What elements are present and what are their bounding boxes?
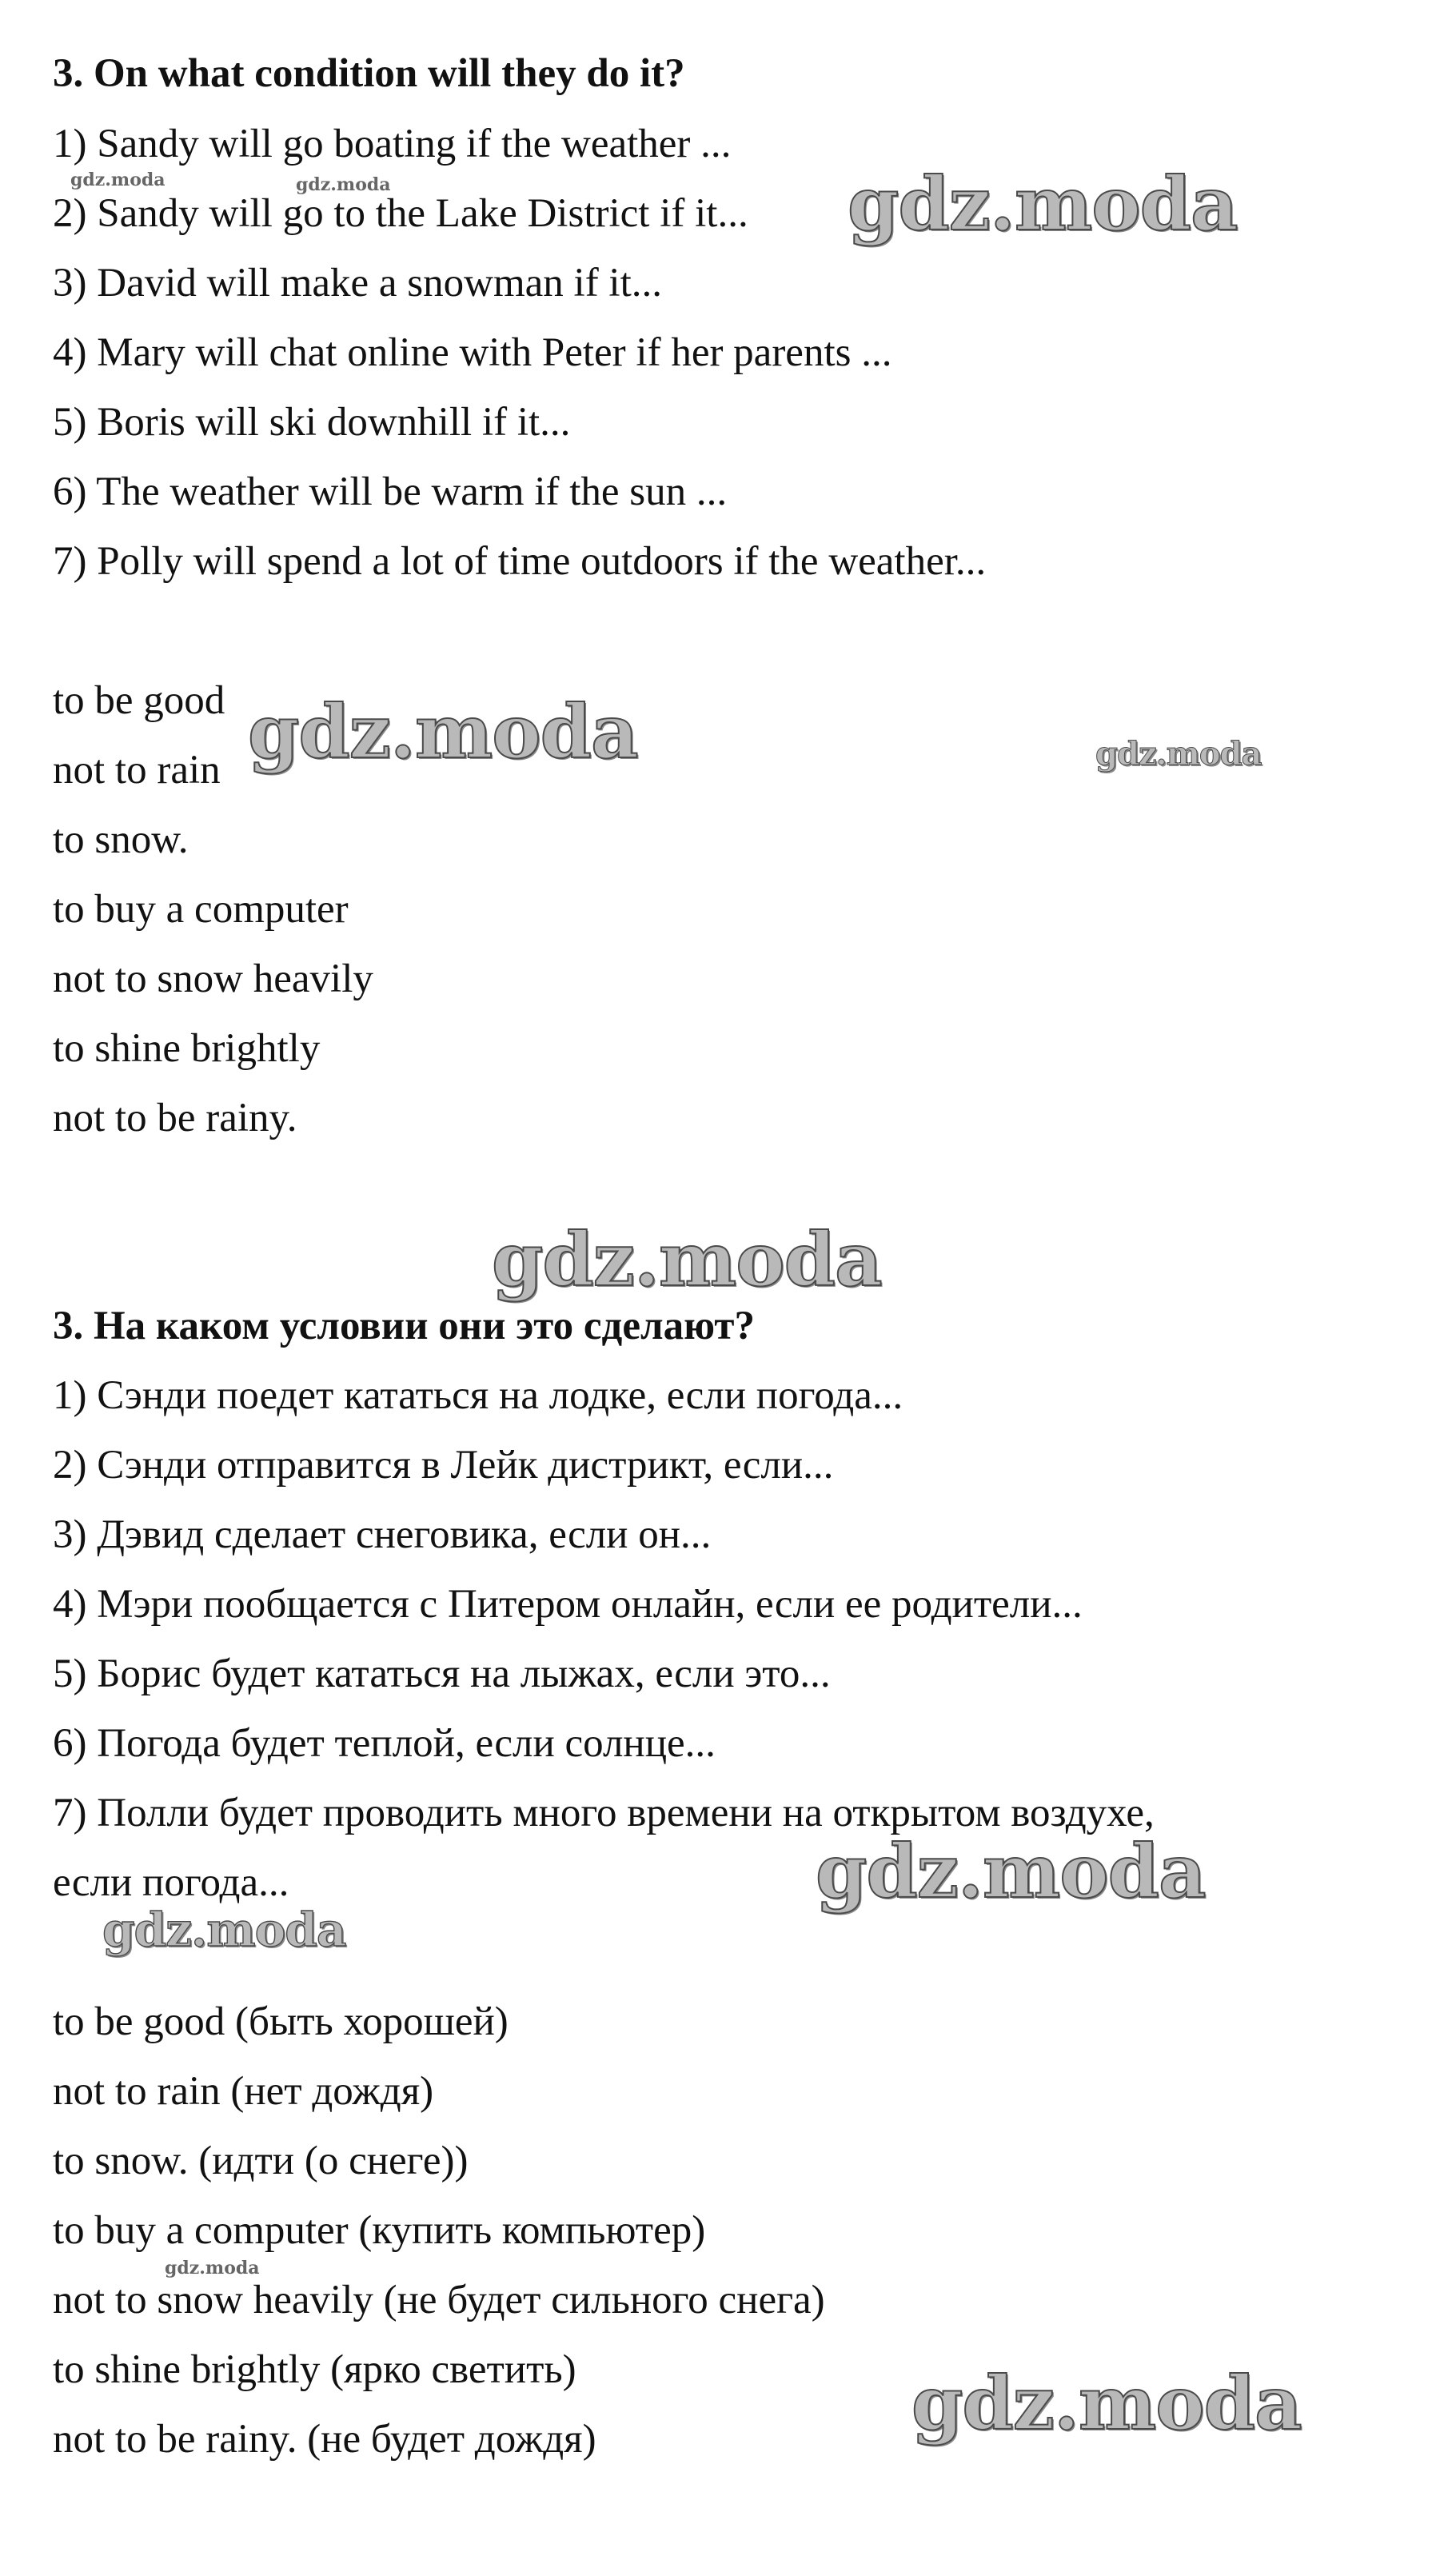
- english-option-1: to be good: [53, 678, 225, 723]
- russian-sentence-6: 6) Погода будет теплой, если солнце...: [53, 1721, 716, 1766]
- watermark-5: gdz.moda: [816, 1828, 1206, 1915]
- english-option-4: to buy a computer: [53, 887, 349, 932]
- watermark-6: gdz.moda: [102, 1903, 346, 1957]
- russian-option-7: not to be rainy. (не будет дождя): [53, 2417, 596, 2462]
- english-sentence-7: 7) Polly will spend a lot of time outdoors if the weather...: [53, 539, 987, 584]
- english-heading: 3. On what condition will they do it?: [53, 51, 685, 96]
- russian-option-5: not to snow heavily (не будет сильного снега): [53, 2278, 825, 2322]
- watermark-tiny-2: gdz.moda: [296, 174, 391, 195]
- english-sentence-1: 1) Sandy will go boating if the weather ...: [53, 122, 732, 166]
- english-sentence-3: 3) David will make a snowman if it...: [53, 261, 663, 306]
- english-option-6: to shine brightly: [53, 1026, 321, 1071]
- watermark-1: gdz.moda: [848, 161, 1238, 247]
- russian-sentence-7: 7) Полли будет проводить много времени на открытом воздухе,: [53, 1791, 1155, 1835]
- english-option-5: not to snow heavily: [53, 957, 373, 1001]
- russian-sentence-4: 4) Мэри пообщается с Питером онлайн, если ее родители...: [53, 1582, 1083, 1627]
- russian-sentence-2: 2) Сэнди отправится в Лейк дистрикт, если...: [53, 1443, 834, 1488]
- russian-option-4: to buy a computer (купить компьютер): [53, 2208, 706, 2253]
- english-option-3: to snow.: [53, 817, 189, 862]
- english-option-7: not to be rainy.: [53, 1096, 297, 1140]
- english-option-2: not to rain: [53, 748, 221, 793]
- watermark-2: gdz.moda: [248, 689, 638, 775]
- english-sentence-6: 6) The weather will be warm if the sun ...: [53, 469, 728, 514]
- russian-sentence-5: 5) Борис будет кататься на лыжах, если это...: [53, 1651, 831, 1696]
- english-sentence-5: 5) Boris will ski downhill if it...: [53, 400, 571, 445]
- watermark-tiny-3: gdz.moda: [165, 2258, 260, 2278]
- watermark-tiny-1: gdz.moda: [70, 170, 166, 190]
- english-sentence-2: 2) Sandy will go to the Lake District if it...: [53, 191, 748, 236]
- english-sentence-4: 4) Mary will chat online with Peter if her parents ...: [53, 330, 892, 375]
- watermark-4: gdz.moda: [492, 1216, 882, 1303]
- russian-option-2: not to rain (нет дождя): [53, 2069, 434, 2114]
- russian-heading: 3. На каком условии они это сделают?: [53, 1304, 755, 1348]
- watermark-7: gdz.moda: [911, 2360, 1302, 2446]
- russian-sentence-1: 1) Сэнди поедет кататься на лодке, если погода...: [53, 1373, 903, 1418]
- russian-sentence-7-continued: если погода...: [53, 1860, 289, 1905]
- watermark-3: gdz.moda: [1095, 735, 1262, 773]
- russian-option-6: to shine brightly (ярко светить): [53, 2347, 576, 2392]
- russian-sentence-3: 3) Дэвид сделает снеговика, если он...: [53, 1512, 712, 1557]
- russian-option-1: to be good (быть хорошей): [53, 1999, 509, 2044]
- russian-option-3: to snow. (идти (о снеге)): [53, 2139, 469, 2183]
